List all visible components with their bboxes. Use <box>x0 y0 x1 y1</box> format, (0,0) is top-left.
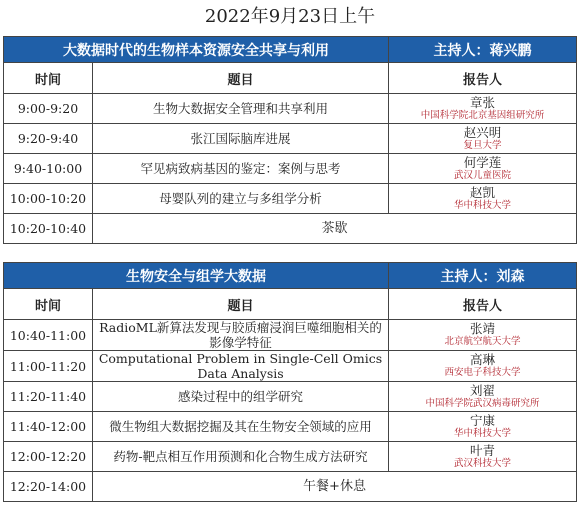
talk-topic: 罕见病致病基因的鉴定：案例与思考 <box>93 154 389 184</box>
speaker-affiliation: 中国科学院北京基因组研究所 <box>420 109 545 121</box>
break-row <box>4 472 577 502</box>
table-row <box>4 412 577 442</box>
speaker-affiliation: 北京航空航天大学 <box>444 336 521 347</box>
talk-topic: 母婴队列的建立与多组学分析 <box>93 184 389 214</box>
session-table-1 <box>3 36 577 244</box>
talk-speaker-cell <box>389 412 577 442</box>
column-header-time: 时间 <box>4 289 93 320</box>
table-row <box>4 351 577 382</box>
speaker-affiliation: 华中科技大学 <box>453 199 511 211</box>
talk-time: 12:00-12:20 <box>4 442 93 472</box>
talk-time: 10:00-10:20 <box>4 184 93 214</box>
talk-time: 11:20-11:40 <box>4 382 93 412</box>
talk-speaker-cell <box>389 184 577 214</box>
table-row <box>4 320 577 351</box>
column-header-topic: 题目 <box>93 289 389 320</box>
table-row <box>4 382 577 412</box>
session-header <box>4 37 577 63</box>
talk-speaker-cell <box>389 124 577 154</box>
column-header-speaker: 报告人 <box>389 63 577 94</box>
talk-topic: 微生物组大数据挖掘及其在生物安全领域的应用 <box>93 412 389 442</box>
talk-speaker-cell <box>389 382 577 412</box>
table-row <box>4 442 577 472</box>
table-row <box>4 154 577 184</box>
talk-topic: 感染过程中的组学研究 <box>93 382 389 412</box>
speaker-name: 宁康 <box>469 412 495 428</box>
session-host: 主持人：蒋兴鹏 <box>389 37 577 63</box>
speaker-name: 赵凯 <box>469 184 495 200</box>
table-row <box>4 184 577 214</box>
speaker-name: 刘翟 <box>469 382 495 398</box>
talk-time: 9:00-9:20 <box>4 94 93 124</box>
talk-topic: Computational Problem in Single-Cell Omics Data Analysis <box>93 351 389 382</box>
speaker-name: 高琳 <box>469 352 495 367</box>
table-row <box>4 94 577 124</box>
speaker-affiliation: 武汉儿童医院 <box>453 169 511 181</box>
speaker-affiliation: 西安电子科技大学 <box>444 367 521 378</box>
session-header <box>4 263 577 289</box>
talk-time: 11:00-11:20 <box>4 351 93 382</box>
column-header-time: 时间 <box>4 63 93 94</box>
talk-topic: 生物大数据安全管理和共享利用 <box>93 94 389 124</box>
break-time: 12:20-14:00 <box>4 472 93 502</box>
speaker-affiliation: 华中科技大学 <box>453 427 511 439</box>
talk-time: 11:40-12:00 <box>4 412 93 442</box>
break-time: 10:20-10:40 <box>4 214 93 244</box>
speaker-name: 赵兴明 <box>463 124 502 140</box>
talk-topic: 张江国际脑库进展 <box>93 124 389 154</box>
column-header-row <box>4 63 577 94</box>
break-label: 茶歇 <box>93 214 577 244</box>
speaker-affiliation: 复旦大学 <box>463 139 502 151</box>
talk-speaker-cell <box>389 320 577 351</box>
session-title: 大数据时代的生物样本资源安全共享与利用 <box>4 37 389 63</box>
talk-speaker-cell <box>389 94 577 124</box>
speaker-name: 何学莲 <box>463 154 502 170</box>
speaker-name: 张靖 <box>469 321 495 336</box>
speaker-affiliation: 中国科学院武汉病毒研究所 <box>425 397 540 409</box>
table-row <box>4 124 577 154</box>
talk-speaker-cell <box>389 442 577 472</box>
column-header-speaker: 报告人 <box>389 289 577 320</box>
talk-time: 9:40-10:00 <box>4 154 93 184</box>
talk-topic: RadioML新算法发现与胶质瘤浸润巨噬细胞相关的影像学特征 <box>93 320 389 351</box>
session-host: 主持人：刘森 <box>389 263 577 289</box>
speaker-name: 章张 <box>469 94 495 110</box>
break-row <box>4 214 577 244</box>
session-title: 生物安全与组学大数据 <box>4 263 389 289</box>
page-title: 2022年9月23日上午 <box>204 6 376 27</box>
break-label: 午餐+休息 <box>93 472 577 502</box>
session-table-2 <box>3 262 577 502</box>
speaker-name: 叶青 <box>469 442 495 458</box>
speaker-affiliation: 武汉科技大学 <box>453 457 511 469</box>
column-header-row <box>4 289 577 320</box>
talk-time: 9:20-9:40 <box>4 124 93 154</box>
talk-topic: 药物-靶点相互作用预测和化合物生成方法研究 <box>93 442 389 472</box>
column-header-topic: 题目 <box>93 63 389 94</box>
talk-speaker-cell <box>389 154 577 184</box>
talk-speaker-cell <box>389 351 577 382</box>
talk-time: 10:40-11:00 <box>4 320 93 351</box>
